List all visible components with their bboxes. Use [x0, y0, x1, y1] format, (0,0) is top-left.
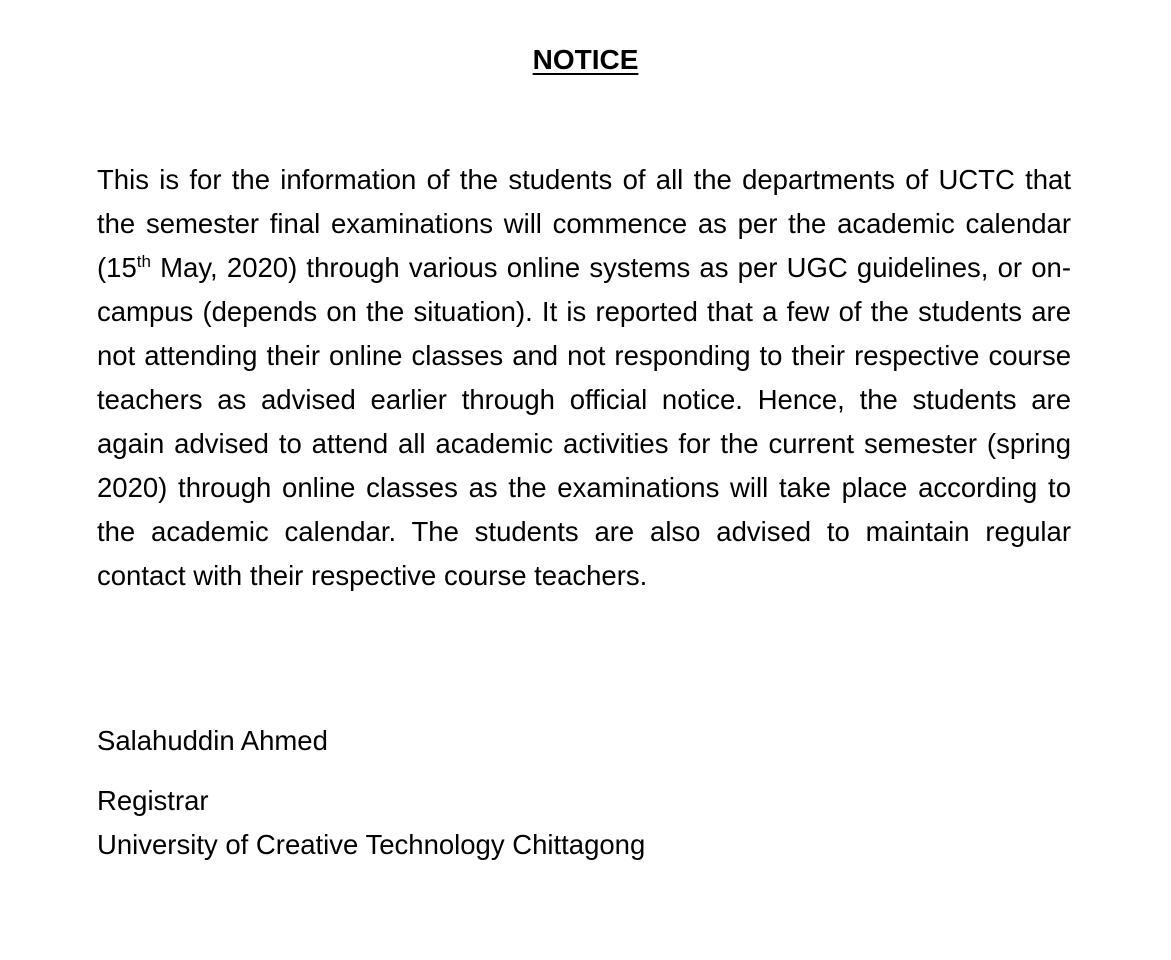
signatory-designation: Registrar: [97, 785, 209, 816]
notice-body-part1: This is for the information of the students of all the departments of UCTC that the semester final examinations will commence as per the academic calendar (15: [97, 164, 1071, 283]
signatory-institution: University of Creative Technology Chittagong: [97, 829, 646, 860]
signatory-name: Salahuddin Ahmed: [97, 725, 328, 756]
notice-body-part2: May, 2020) through various online systems as per UGC guidelines, or on-campus (depends on the situation). It is reported that a few of the students are not attending their online classes and not responding to their respective course teachers as advised earlier through official notice. Hence, the students are again advised to attend all academic activities for the current semester (spring 2020) through online classes as the examinations will take place according to the academic calendar. The students are also advised to maintain regular contact with their respective course teachers.: [97, 252, 1071, 591]
notice-title: [0, 40, 1171, 80]
date-ordinal-superscript: th: [136, 252, 151, 271]
signatory-block: [97, 779, 645, 867]
notice-title-text: NOTICE: [532, 44, 639, 75]
notice-body: [97, 158, 1071, 598]
